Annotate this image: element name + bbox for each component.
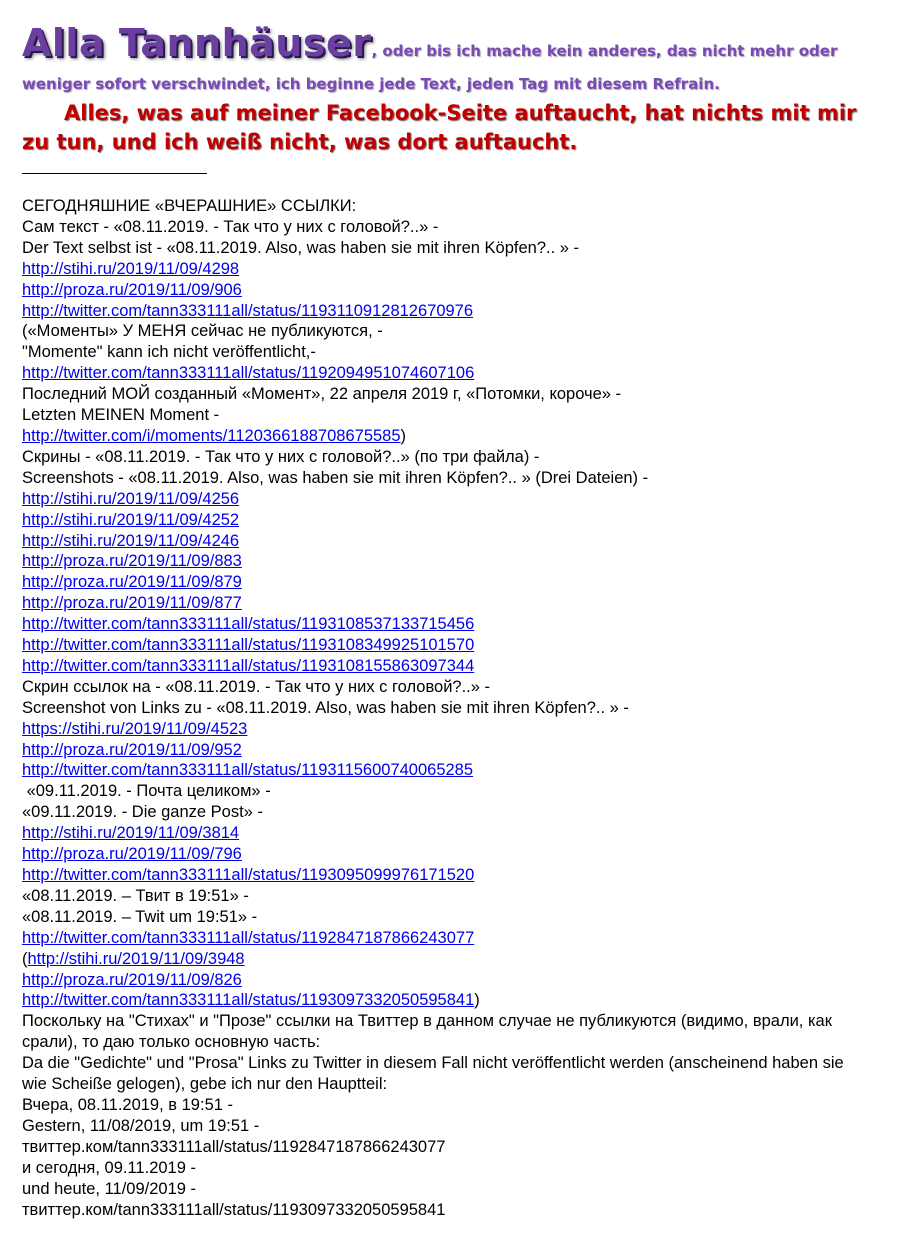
link-stihi[interactable]: http://stihi.ru/2019/11/09/4298 [22, 259, 240, 278]
text-line: Сам текст - «08.11.2019. - Так что у них с головой?..» - [22, 217, 439, 236]
section-heading: СЕГОДНЯШНИЕ «ВЧЕРАШНИЕ» ССЫЛКИ: [22, 197, 357, 215]
link-twitter[interactable]: http://twitter.com/tann333111all/status/1193095099976171520 [22, 866, 475, 884]
link-stihi[interactable]: http://stihi.ru/2019/11/09/4246 [22, 531, 240, 550]
text-line: «08.11.2019. – Твит в 19:51» - [22, 886, 249, 905]
title-line [22, 22, 878, 73]
close-paren: ) [400, 426, 407, 445]
link-stihi[interactable]: http://stihi.ru/2019/11/09/4252 [22, 510, 240, 529]
link-twitter[interactable]: http://twitter.com/tann333111all/status/1193108349925101570 [22, 636, 475, 655]
close-paren: ) [474, 991, 480, 1010]
open-paren: ( [22, 949, 28, 968]
link-stihi[interactable]: http://stihi.ru/2019/11/09/3814 [22, 824, 240, 843]
link-stihi[interactable]: https://stihi.ru/2019/11/09/4523 [22, 719, 248, 738]
text-line: Вчера, 08.11.2019, в 19:51 - [22, 1095, 233, 1114]
text-line: Der Text selbst ist - «08.11.2019. Also, was haben sie mit ihren Köpfen?.. » - [22, 238, 580, 257]
text-line: Последний МОЙ созданный «Момент», 22 апреля 2019 г, «Потомки, короче» - [22, 385, 622, 404]
text-line: Скрины - «08.11.2019. - Так что у них с головой?..» (по три файла) - [22, 447, 540, 466]
warning-text: Alles, was auf meiner Facebook-Seite auftaucht, hat nichts mit mir zu tun, und ich weiß nicht, was dort auftaucht. [22, 101, 857, 154]
text-line: Gestern, 11/08/2019, um 19:51 - [22, 1116, 260, 1135]
author-name: Alla Tannhäuser [22, 21, 372, 65]
link-twitter[interactable]: http://twitter.com/tann333111all/status/1193108537133715456 [22, 615, 475, 634]
link-twitter[interactable]: http://twitter.com/tann333111all/status/1193097332050595841 [22, 991, 475, 1010]
horizontal-rule [22, 173, 207, 174]
tagline-part-1: , oder bis ich mache kein anderes, das nicht mehr oder [371, 42, 838, 60]
text-line: твиттер.ком/tann333111all/status/1192847187866243077 [22, 1137, 446, 1156]
link-stihi[interactable]: http://stihi.ru/2019/11/09/4256 [22, 489, 240, 508]
text-line: «09.11.2019. - Почта целиком» - [22, 782, 271, 801]
text-line: и сегодня, 09.11.2019 - [22, 1158, 196, 1177]
link-stihi[interactable]: http://stihi.ru/2019/11/09/3948 [27, 949, 245, 968]
text-line: «09.11.2019. - Die ganze Post» - [22, 803, 263, 822]
link-proza[interactable]: http://proza.ru/2019/11/09/826 [22, 970, 242, 989]
link-twitter[interactable]: http://twitter.com/tann333111all/status/1193108155863097344 [22, 656, 475, 675]
text-line: und heute, 11/09/2019 - [22, 1179, 197, 1198]
text-line: Скрин ссылок на - «08.11.2019. - Так что у них с головой?..» - [22, 677, 491, 696]
link-twitter[interactable]: http://twitter.com/tann333111all/status/1192094951074607106 [22, 364, 475, 383]
link-proza[interactable]: http://proza.ru/2019/11/09/877 [22, 594, 242, 613]
link-twitter-moment[interactable]: http://twitter.com/i/moments/1120366188708675585 [22, 426, 401, 445]
link-proza[interactable]: http://proza.ru/2019/11/09/883 [22, 552, 242, 571]
text-line: «08.11.2019. – Twit um 19:51» - [22, 907, 258, 926]
link-proza[interactable]: http://proza.ru/2019/11/09/879 [22, 573, 242, 592]
links-section [22, 196, 878, 1220]
link-twitter[interactable]: http://twitter.com/tann333111all/status/1193110912812670976 [22, 301, 474, 320]
link-twitter[interactable]: http://twitter.com/tann333111all/status/1192847187866243077 [22, 928, 475, 947]
facebook-warning [22, 99, 872, 157]
link-proza[interactable]: http://proza.ru/2019/11/09/906 [22, 280, 242, 299]
link-proza[interactable]: http://proza.ru/2019/11/09/952 [22, 740, 242, 759]
text-line: твиттер.ком/tann333111all/status/1193097332050595841 [22, 1200, 446, 1219]
text-line: Letzten MEINEN Moment - [22, 406, 220, 425]
paragraph-de: Da die "Gedichte" und "Prosa" Links zu Twitter in diesem Fall nicht veröffentlicht werden (anscheinend haben sie wie Scheiße gelogen), gebe ich nur den Hauptteil: [22, 1054, 844, 1094]
tagline-part-2: weniger sofort verschwindet, ich beginne jede Text, jeden Tag mit diesem Refrain. [22, 75, 720, 93]
link-twitter[interactable]: http://twitter.com/tann333111all/status/1193115600740065285 [22, 761, 474, 780]
link-proza[interactable]: http://proza.ru/2019/11/09/796 [22, 845, 242, 864]
text-line: Screenshot von Links zu - «08.11.2019. Also, was haben sie mit ihren Köpfen?.. » - [22, 698, 629, 717]
text-line: («Моменты» У МЕНЯ сейчас не публикуются, - [22, 322, 383, 341]
text-line: Screenshots - «08.11.2019. Also, was haben sie mit ihren Köpfen?.. » (Drei Dateien) - [22, 468, 649, 487]
paragraph-ru: Поскольку на "Стихах" и "Прозе" ссылки на Твиттер в данном случае не публикуются (видимо, врали, как срали), то даю только основную часть: [22, 1012, 832, 1052]
text-line: "Momente" kann ich nicht veröffentlicht,- [22, 343, 316, 362]
